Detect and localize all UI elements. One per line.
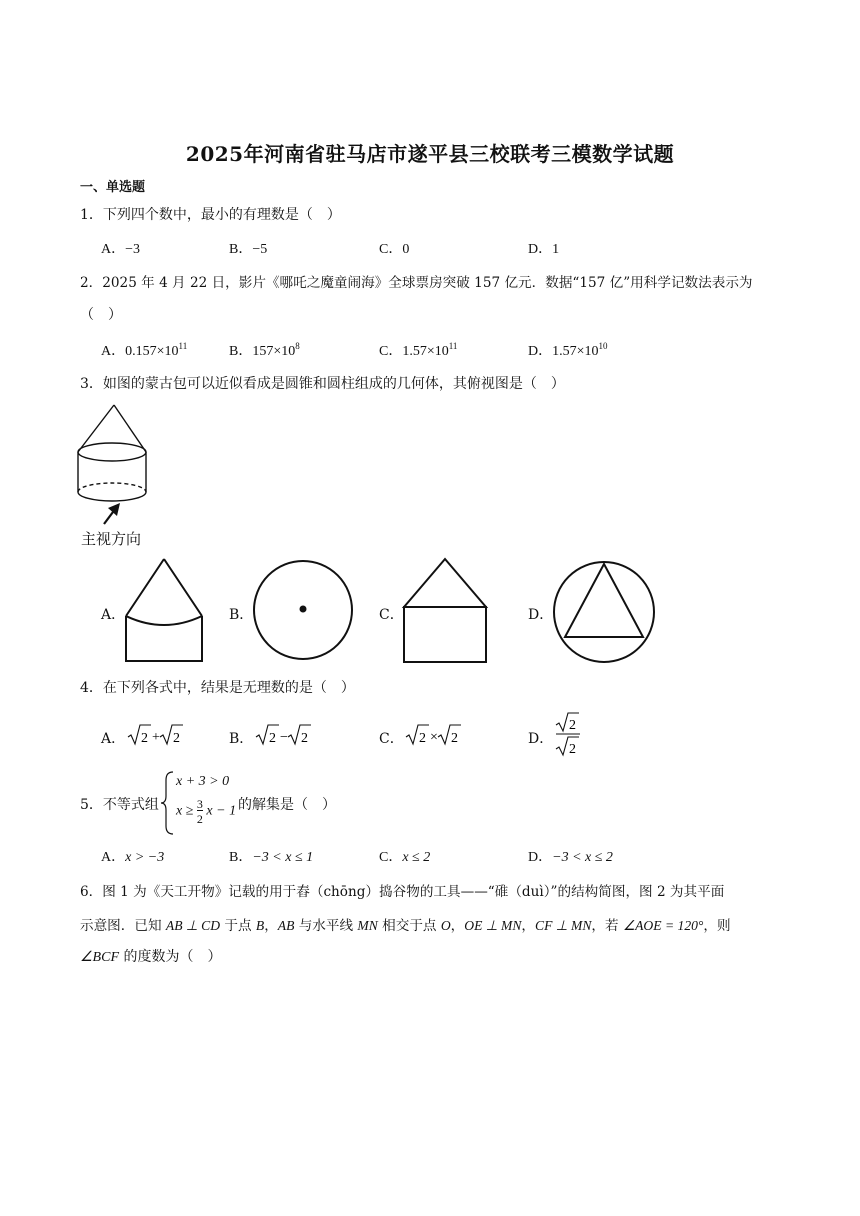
question-1-stem: 1．下列四个数中，最小的有理数是（ ） [80, 207, 341, 223]
fraction-three-halves [197, 798, 203, 825]
yurt-figure [70, 400, 160, 530]
option-mantissa: 1.57×10 [552, 344, 599, 359]
option-mantissa: 0.157×10 [125, 344, 179, 359]
inequality-2-right: x − 1 [206, 803, 237, 819]
question-2-option-a[interactable] [101, 340, 187, 360]
question-2-stem-line1: 2．2025 年 4 月 22 日，影片《哪吒之魔童闹海》全球票房突破 157 亿元．数据“157 亿”用科学记数法表示为 [80, 275, 753, 291]
option-a-cone-cylinder-figure[interactable] [122, 556, 206, 666]
cylinder-bottom-back-dashed [78, 483, 146, 492]
option-c-sqrt-product[interactable] [404, 722, 464, 748]
question-4-option-a-label[interactable]: A． [101, 731, 126, 747]
option-label: C． [379, 344, 403, 359]
question-5-option-d[interactable] [528, 846, 613, 866]
question-3-stem: 3．如图的蒙古包可以近似看成是圆锥和圆柱组成的几何体，其俯视图是（ ） [80, 376, 565, 392]
page-title: 2025年河南省驻马店市遂平县三校联考三模数学试题 [185, 142, 675, 166]
option-label: A． [101, 850, 126, 865]
option-exponent: 11 [448, 341, 458, 351]
question-5-stem-suffix: 的解集是（ ） [238, 797, 336, 813]
system-brace [160, 770, 176, 836]
question-2-option-c[interactable] [379, 340, 457, 360]
radicand: 2 [419, 731, 426, 746]
question-4-option-c-label[interactable]: C． [379, 731, 404, 747]
option-c-house-figure[interactable] [401, 556, 491, 666]
radicand: 2 [569, 742, 576, 757]
question-5-option-c[interactable] [379, 846, 430, 866]
option-exponent: 11 [178, 341, 188, 351]
question-6-line3: ∠BCF 的度数为（ ） [80, 949, 222, 965]
question-4-stem: 4．在下列各式中，结果是无理数的是（ ） [80, 680, 355, 696]
question-3-option-b-label[interactable]: B． [229, 607, 254, 623]
option-b-circle-dot-figure[interactable] [251, 558, 355, 662]
inequality-2-left: x ≥ [176, 803, 194, 819]
option-label: D． [528, 850, 553, 865]
operator: + [152, 730, 160, 745]
question-2-option-b[interactable] [229, 340, 300, 360]
question-4-option-d-label[interactable]: D． [528, 731, 554, 747]
question-3-option-c-label[interactable]: C． [379, 607, 404, 623]
radicand: 2 [269, 731, 276, 746]
fraction-denominator: 2 [196, 812, 203, 826]
option-label: C． [379, 850, 403, 865]
option-mantissa: 157×10 [252, 344, 296, 359]
option-a-sqrt-sum[interactable] [126, 722, 186, 748]
option-text: −3 < x ≤ 1 [252, 850, 314, 865]
question-5-option-b[interactable] [229, 846, 313, 866]
option-d-sqrt-quotient[interactable] [554, 710, 584, 758]
radicand: 2 [451, 731, 458, 746]
radicand: 2 [173, 731, 180, 746]
question-1-option-b[interactable]: B．−5 [229, 242, 268, 257]
option-d-circle-triangle-figure[interactable] [551, 556, 657, 664]
question-2-stem-line2: （ ） [80, 307, 122, 323]
question-1-option-d[interactable]: D．1 [528, 242, 560, 257]
radicand: 2 [141, 731, 148, 746]
question-1-option-c[interactable]: C．0 [379, 242, 410, 257]
question-3-option-a-label[interactable]: A． [101, 607, 126, 623]
question-1-option-a[interactable]: A．−3 [101, 242, 141, 257]
option-label: B． [229, 850, 253, 865]
option-text: x > −3 [125, 850, 165, 865]
option-label: D． [528, 344, 553, 359]
view-arrow-icon [104, 503, 120, 524]
operator: × [430, 730, 438, 745]
option-b-sqrt-difference[interactable] [254, 722, 314, 748]
section-heading: 一、单选题 [80, 180, 146, 195]
inequality-2 [176, 798, 236, 825]
option-text: x ≤ 2 [402, 850, 431, 865]
question-6-line1: 6．图 1 为《天工开物》记载的用于舂（chōng）捣谷物的工具——“碓（duì）”的结构简图，图 2 为其平面 [80, 884, 725, 900]
option-exponent: 10 [598, 341, 608, 351]
question-6-line2: 示意图．已知 AB ⊥ CD 于点 B，AB 与水平线 MN 相交于点 O，OE ⊥ MN，CF ⊥ MN，若 ∠AOE = 120°，则 [80, 918, 731, 934]
cone-left-edge [78, 405, 114, 452]
option-label: B． [229, 344, 253, 359]
operator: − [280, 730, 288, 745]
question-3-option-d-label[interactable]: D． [528, 607, 554, 623]
cylinder-top-ellipse [78, 443, 146, 461]
radicand: 2 [569, 718, 576, 733]
option-text: −3 < x ≤ 2 [552, 850, 613, 865]
question-5-option-a[interactable] [101, 846, 164, 866]
fraction-numerator: 3 [196, 797, 203, 811]
option-label: A． [101, 344, 126, 359]
cylinder-bottom-front [78, 492, 146, 501]
question-2-option-d[interactable] [528, 340, 608, 360]
option-exponent: 8 [295, 341, 300, 351]
option-mantissa: 1.57×10 [402, 344, 449, 359]
inequality-1: x + 3 > 0 [176, 774, 230, 789]
question-4-option-b-label[interactable]: B． [229, 731, 254, 747]
question-5-stem-prefix: 5．不等式组 [80, 797, 159, 813]
figure-caption: 主视方向 [81, 530, 142, 548]
radicand: 2 [301, 731, 308, 746]
